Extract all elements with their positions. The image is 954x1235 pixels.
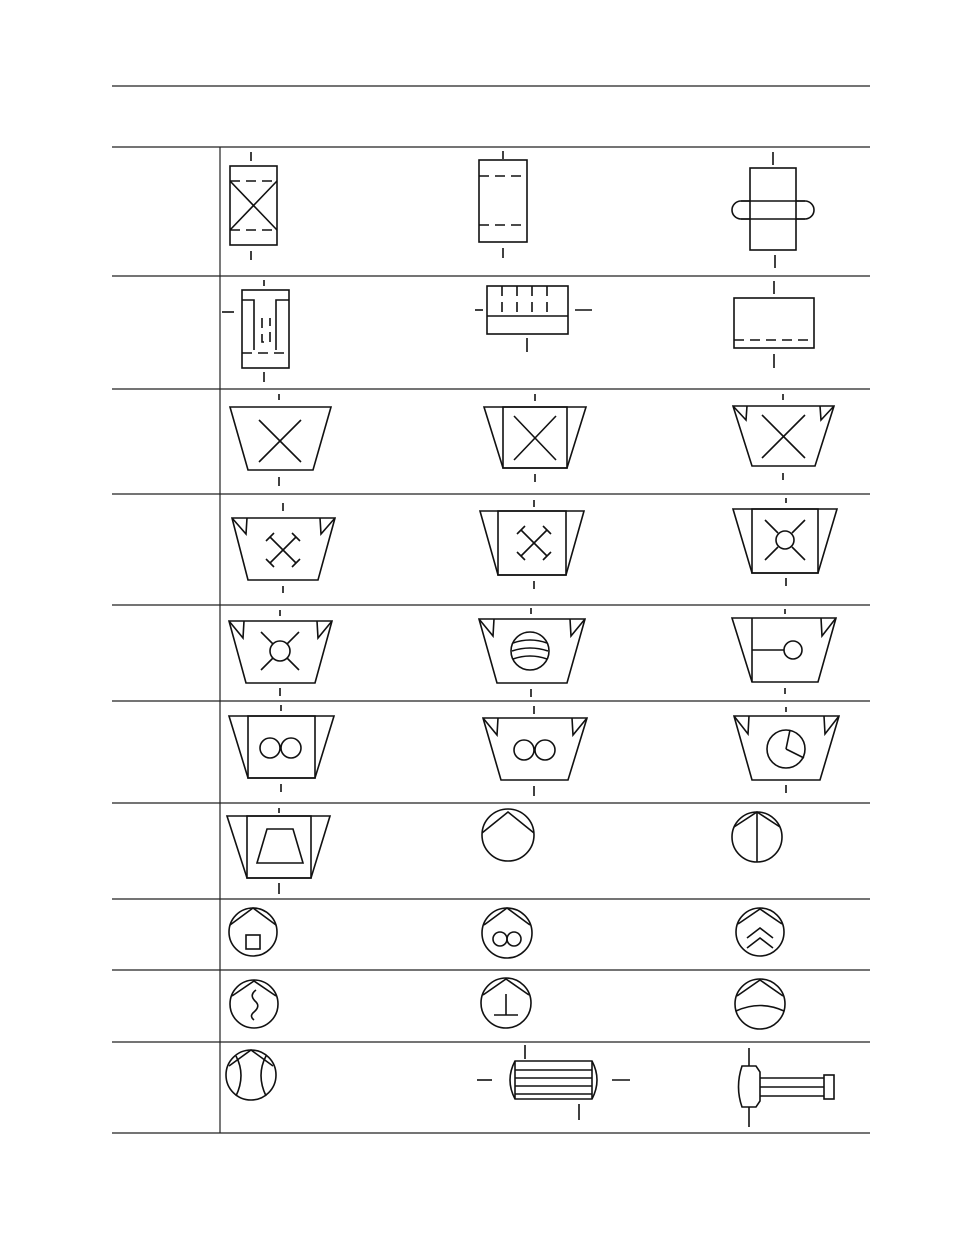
hopper-box-x-icon [484, 394, 586, 482]
table-grid [112, 86, 870, 1133]
mixer-paddle-icon [232, 503, 335, 593]
pump-screw-icon [230, 980, 278, 1028]
hopper-twin-rollers-icon [229, 705, 334, 792]
pump-circle-axis-icon [732, 812, 782, 862]
heat-exchanger-icon [477, 1045, 630, 1120]
mixer-box-paddle-icon [480, 500, 584, 589]
tank-icon [734, 281, 814, 368]
hopper-wing-x-icon [733, 394, 834, 480]
vessel-dashed-icon [479, 151, 527, 258]
pump-square-icon [229, 908, 277, 956]
hopper-twin-rollers-plain-icon [483, 706, 587, 796]
mixer-side-agitator-icon [732, 609, 836, 694]
pump-piston-icon [481, 978, 531, 1028]
mixer-rotor-open-icon [229, 610, 332, 696]
tray-heater-icon [475, 286, 592, 352]
pump-double-arc-icon [226, 1050, 276, 1100]
hopper-trapezoid-icon [227, 808, 330, 894]
column-x-tray-icon [230, 152, 277, 260]
cylinder-actuator-icon [739, 1048, 835, 1127]
hopper-x-icon [230, 394, 331, 486]
baffled-column-icon [222, 280, 289, 382]
mixer-screw-icon [479, 608, 585, 697]
pump-circle-icon [482, 809, 534, 861]
mixer-rotor-icon [733, 498, 837, 586]
hopper-gauge-icon [734, 707, 839, 793]
pump-chevron-icon [736, 908, 784, 956]
jacketed-vessel-icon [732, 152, 814, 268]
pump-gear-icon [482, 908, 532, 958]
pump-arc-icon [735, 979, 785, 1029]
